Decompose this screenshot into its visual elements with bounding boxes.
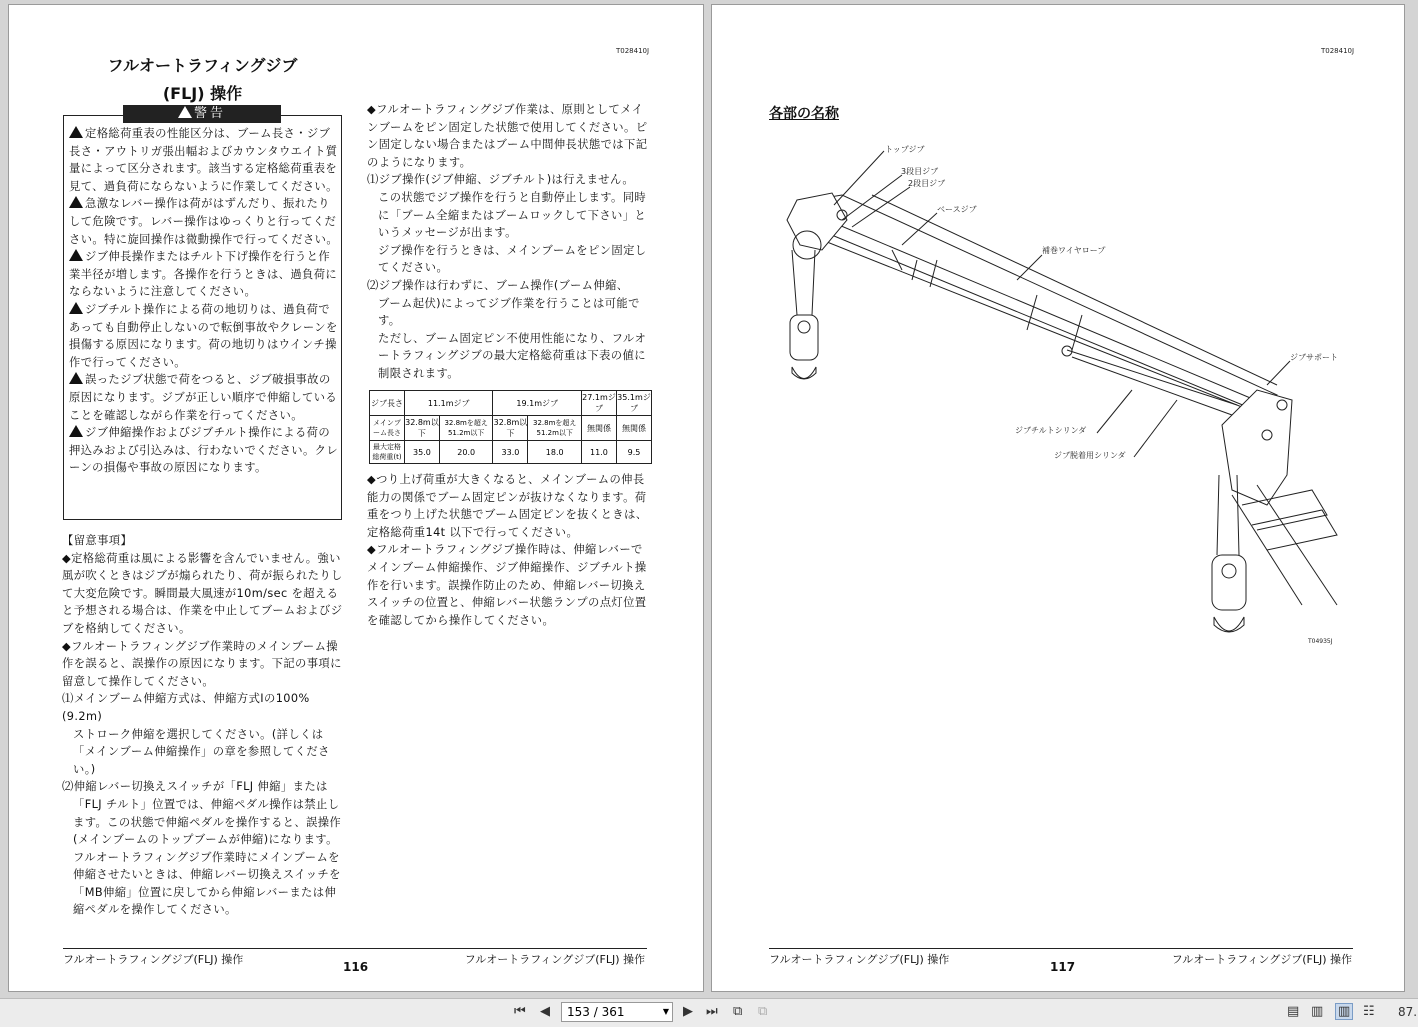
- label-jib3: 3段目ジブ: [901, 167, 939, 176]
- first-page-icon[interactable]: ⏮: [514, 1004, 526, 1019]
- table-cell: 32.8m以下: [404, 416, 439, 441]
- table-cell: 18.0: [528, 441, 582, 464]
- warning-icon: [69, 196, 83, 208]
- hook-rope: [1217, 475, 1219, 555]
- notes-heading: 【留意事項】: [62, 534, 133, 547]
- hook: [1214, 617, 1244, 632]
- page-title-line1: フルオートラフィングジブ: [107, 56, 298, 75]
- footer-left: フルオートラフィングジブ(FLJ) 操作: [63, 953, 244, 966]
- paragraph: ◆フルオートラフィングジブ作業は、原則としてメインブームをピン固定した状態で使用してください。ピン固定しない場合またはブーム中間伸長状態では下記のようになります。: [367, 103, 648, 169]
- warning-list: [69, 125, 339, 477]
- list-item-cont: ジブ操作を行うときは、メインブームをピン固定してください。: [378, 243, 647, 275]
- table-cell: 11.0: [581, 441, 616, 464]
- right-column-top: [367, 101, 652, 383]
- doc-code: T028410J: [1321, 47, 1355, 55]
- warning-item: ジブ伸縮操作およびジブチルト操作による荷の押込みおよび引込みは、行わないでください。クレーンの損傷や事故の原因になります。: [69, 426, 339, 475]
- footer-right: フルオートラフィングジブ(FLJ) 操作: [1171, 953, 1352, 966]
- footer-left: フルオートラフィングジブ(FLJ) 操作: [769, 953, 950, 966]
- warning-header: [123, 105, 281, 123]
- label-wire-rope: 補巻ワイヤロープ: [1042, 246, 1106, 255]
- warning-icon: [69, 372, 83, 384]
- wire-rope: [872, 195, 1277, 385]
- notes-item-cont: フルオートラフィングジブ作業時にメインブームを伸縮させたいときは、伸縮レバー切換えスイッチを「MB伸縮」位置に戻してから伸縮レバーまたは伸縮ペダルを操作してください。: [73, 850, 341, 917]
- two-page-icon[interactable]: ▥: [1335, 1003, 1353, 1020]
- warning-item: 定格総荷重表の性能区分は、ブーム長さ・ジブ長さ・アウトリガ張出幅およびカウンタウエイト質量によって区分されます。該当する定格総荷重表を見て、過負荷にならないように作業してください。: [69, 127, 338, 193]
- leader-line: [1097, 390, 1132, 433]
- hook-rope: [812, 250, 815, 315]
- footer-right: フルオートラフィングジブ(FLJ) 操作: [464, 953, 645, 966]
- hook: [792, 367, 816, 379]
- notes-item: ⑴メインブーム伸縮方式は、伸縮方式Ⅰの100%(9.2m): [62, 692, 310, 723]
- list-item: ⑵ジブ操作は行わずに、ブーム操作(ブーム伸縮、: [367, 278, 629, 292]
- table-cell: 32.8mを超え51.2m以下: [528, 416, 582, 441]
- table-cell: 32.8mを超え51.2m以下: [439, 416, 493, 441]
- notes-paragraph: ◆定格総荷重は風による影響を含んでいません。強い風が吹くときはジブが煽られたり、荷が振られたりして大変危険です。瞬間最大風速が10m/sec を超えると予想される場合は、作業を中止してブームおよびジブを格納してください。: [62, 551, 343, 635]
- zoom-level[interactable]: 87.: [1398, 1005, 1418, 1019]
- chevron-down-icon: ▼: [662, 1007, 669, 1016]
- table-cell: 無関係: [581, 416, 616, 441]
- list-item-cont: ブーム起伏)によってジブ作業を行うことは可能です。: [378, 296, 640, 328]
- footer-rule: [63, 948, 647, 949]
- warning-item: ジブチルト操作による荷の地切りは、過負荷であっても自動停止しないので転倒事故やクレーンを損傷する原因になります。荷の地切りはウインチ操作で行ってください。: [69, 302, 338, 369]
- previous-page-icon[interactable]: ◀: [540, 1004, 550, 1019]
- warning-item: ジブ伸長操作またはチルト下げ操作を行うと作業半径が増します。各操作を行うときは、過負荷にならないように注意してください。: [69, 250, 338, 299]
- go-back-icon[interactable]: ⧉: [733, 1004, 743, 1019]
- warning-icon: [69, 249, 83, 261]
- table-header: 最大定格総荷重(t): [370, 441, 405, 464]
- leader-line: [1134, 400, 1177, 457]
- list-item: ⑴ジブ操作(ジブ伸縮、ジブチルト)は行えません。: [367, 173, 635, 187]
- jib-body: [812, 195, 1277, 415]
- hook-block: [790, 315, 818, 360]
- viewer-toolbar: [0, 998, 1418, 1027]
- list-item-cont: ただし、ブーム固定ピン不使用性能になり、フルオートラフィングジブの最大定格総荷重は下表の値に制限されます。: [378, 331, 647, 380]
- table-header: 19.1mジブ: [493, 391, 582, 416]
- page-117: [711, 4, 1405, 992]
- single-page-icon[interactable]: ▤: [1287, 1004, 1300, 1019]
- doc-code: T028410J: [616, 47, 650, 55]
- leader-line: [1267, 361, 1290, 385]
- table-cell: 33.0: [493, 441, 528, 464]
- table-header: 11.1mジブ: [404, 391, 493, 416]
- leader-line: [1017, 255, 1042, 280]
- section-title: 各部の名称: [769, 106, 839, 122]
- go-forward-icon[interactable]: ⧉: [758, 1004, 768, 1019]
- label-top-jib: トップジブ: [885, 145, 925, 154]
- warning-icon: [69, 126, 83, 138]
- label-detach-cylinder: ジブ脱着用シリンダ: [1054, 451, 1126, 460]
- list-item-cont: この状態でジブ操作を行うと自動停止します。同時に「ブーム全縮またはブームロックして下さい」というメッセージが出ます。: [378, 190, 647, 240]
- warning-icon: [178, 106, 192, 118]
- next-page-icon[interactable]: ▶: [683, 1004, 693, 1019]
- warning-icon: [69, 425, 83, 437]
- table-header: ジブ長さ: [370, 391, 405, 416]
- page-selector[interactable]: [561, 1002, 673, 1022]
- table-cell: 20.0: [439, 441, 493, 464]
- notes-item-cont: 「FLJ チルト」位置では、伸縮ペダル操作は禁止します。この状態で伸縮ペダルを操作すると、誤操作(メインブームのトップブームが伸縮)になります。: [73, 797, 342, 847]
- boom-line: [1257, 485, 1337, 605]
- notes-item: ⑵伸縮レバー切換えスイッチが「FLJ 伸縮」または: [62, 780, 328, 794]
- warning-item: 急激なレバー操作は荷がはずんだり、振れたりして危険です。レバー操作はゆっくりと行ってください。特に旋回操作は微動操作で行ってください。: [69, 197, 339, 246]
- table-cell: 無関係: [616, 416, 651, 441]
- label-jib2: 2段目ジブ: [908, 179, 946, 188]
- jib-support: [1222, 390, 1292, 505]
- paragraph: ◆つり上げ荷重が大きくなると、メインブームの伸長能力の関係でブーム固定ピンが抜けなくなります。荷重をつり上げた状態でブーム固定ピンを抜くときは、定格総荷重14t 以下で行ってください。: [367, 473, 648, 539]
- notes-section: [62, 532, 344, 919]
- two-page-continuous-icon[interactable]: ☷: [1363, 1004, 1375, 1019]
- notes-item-cont: ストローク伸縮を選択してください。(詳しくは「メインブーム伸縮操作」の章を参照してください。): [73, 727, 330, 776]
- hook-block: [1212, 555, 1246, 610]
- page-title-line2: (FLJ) 操作: [162, 84, 243, 103]
- continuous-page-icon[interactable]: ▥: [1311, 1004, 1324, 1019]
- right-column-bottom: [367, 471, 652, 629]
- notes-paragraph: ◆フルオートラフィングジブ作業時のメインブーム操作を誤ると、誤操作の原因になります。下記の事項に留意して操作してください。: [62, 639, 342, 688]
- table-cell: 9.5: [616, 441, 651, 464]
- page-indicator: 153 / 361: [567, 1005, 625, 1019]
- hook-rope: [792, 250, 797, 315]
- table-cell: 35.0: [404, 441, 439, 464]
- label-tilt-cylinder: ジブチルトシリンダ: [1015, 426, 1087, 435]
- warning-label: 警告: [193, 106, 226, 121]
- figure-code: T04935J: [1308, 638, 1333, 645]
- label-jib-support: ジブサポート: [1290, 353, 1338, 362]
- page-number: 116: [343, 960, 369, 974]
- table-header: 27.1mジブ: [581, 391, 616, 416]
- jib-line: [822, 231, 1262, 413]
- load-table: [369, 390, 652, 464]
- page-116: [8, 4, 704, 992]
- warning-item: 誤ったジブ状態で荷をつると、ジブ破損事故の原因になります。ジブが正しい順序で伸縮していることを確認しながら作業を行ってください。: [69, 373, 338, 422]
- last-page-icon[interactable]: ⏭: [706, 1004, 718, 1019]
- footer-rule: [769, 948, 1353, 949]
- paragraph: ◆フルオートラフィングジブ操作時は、伸縮レバーでメインブーム伸縮操作、ジブ伸縮操作、ジブチルト操作を行います。誤操作防止のため、伸縮レバー切換えスイッチの位置と、伸縮レバー状態ランプの点灯位置を確認してから操作してください。: [367, 543, 647, 627]
- table-cell: 32.8m以下: [493, 416, 528, 441]
- warning-icon: [69, 302, 83, 314]
- label-base-jib: ベースジブ: [937, 205, 977, 214]
- page-number: 117: [1050, 960, 1076, 974]
- table-header: メインブーム長さ: [370, 416, 405, 441]
- table-header: 35.1mジブ: [616, 391, 651, 416]
- crane-jib-diagram: [712, 5, 1406, 993]
